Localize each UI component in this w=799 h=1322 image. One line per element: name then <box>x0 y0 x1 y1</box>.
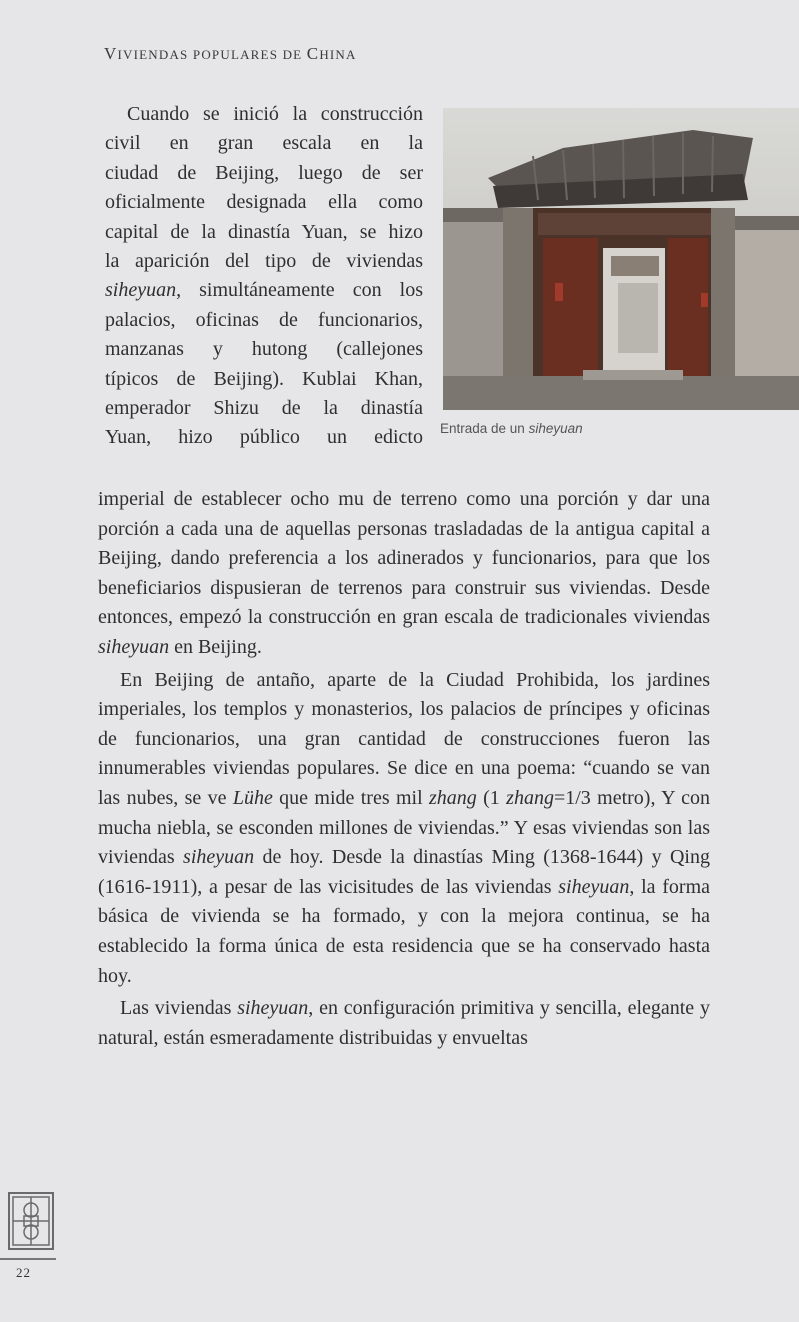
column-line: palacios, oficinas de funcionarios, <box>105 308 423 331</box>
column-line: oficialmente designada ella como <box>105 191 423 214</box>
paragraph-continuation: imperial de establecer ocho mu de terreno como una porción y dar una porción a cada una de aquellas personas trasladadas de la antigua capital a Beijing, dando preferencia a los adinerados y funcionarios, para que los beneficiarios dispusieran de terrenos para construir sus viviendas. Desde entonces, empezó la construcción en gran escala de tradicionales viviendas siheyuan en Beijing. <box>98 488 710 658</box>
column-line: siheyuan, simultáneamente con los <box>105 279 423 302</box>
column-line: la aparición del tipo de viviendas <box>105 250 423 273</box>
running-head: VIVIENDAS POPULARES DE CHINA <box>104 44 357 63</box>
photo-caption: Entrada de un siheyuan <box>440 421 583 436</box>
column-line: Cuando se inició la construcción <box>127 103 423 125</box>
paragraph: Las viviendas siheyuan, en configuración primitiva y sencilla, elegante y natural, están esmeradamente distribuidas y envueltas <box>98 997 711 1049</box>
lattice-ornament-icon <box>8 1192 54 1250</box>
column-line: típicos de Beijing). Kublai Khan, <box>105 367 423 390</box>
column-line: emperador Shizu de la dinastía <box>105 397 423 420</box>
page-number: 22 <box>16 1265 31 1280</box>
column-line: ciudad de Beijing, luego de ser <box>105 161 423 184</box>
narrow-column-text <box>105 100 423 453</box>
column-line: civil en gran escala en la <box>105 132 423 155</box>
column-line: manzanas y hutong (callejones <box>105 338 423 361</box>
paragraph: En Beijing de antaño, aparte de la Ciudad Prohibida, los jardines imperiales, los templos y monasterios, los palacios de príncipes y oficinas de funcionarios, una gran cantidad de construcciones fueron las innumerables viviendas populares. Se dice en una poema: “cuando se van las nubes, se ve Lühe que mide tres mil zhang (1 zhang=1/3 metro), Y con mucha niebla, se esconden millones de viviendas.” Y esas viviendas son las viviendas siheyuan de hoy. Desde la dinastías Ming (1368-1644) y Qing (1616-1911), a pesar de las vicisitudes de las viviendas siheyuan, la forma básica de vivienda se ha formado, y con la mejora continua, se ha establecido la forma única de esta residencia que se ha conservado hasta hoy. <box>98 668 711 987</box>
siheyuan-entrance-photo <box>443 108 799 410</box>
column-line: Yuan, hizo público un edicto <box>105 426 423 449</box>
column-line: capital de la dinastía Yuan, se hizo <box>105 220 423 243</box>
full-width-text <box>98 485 710 1053</box>
footer-rule <box>0 1258 56 1260</box>
